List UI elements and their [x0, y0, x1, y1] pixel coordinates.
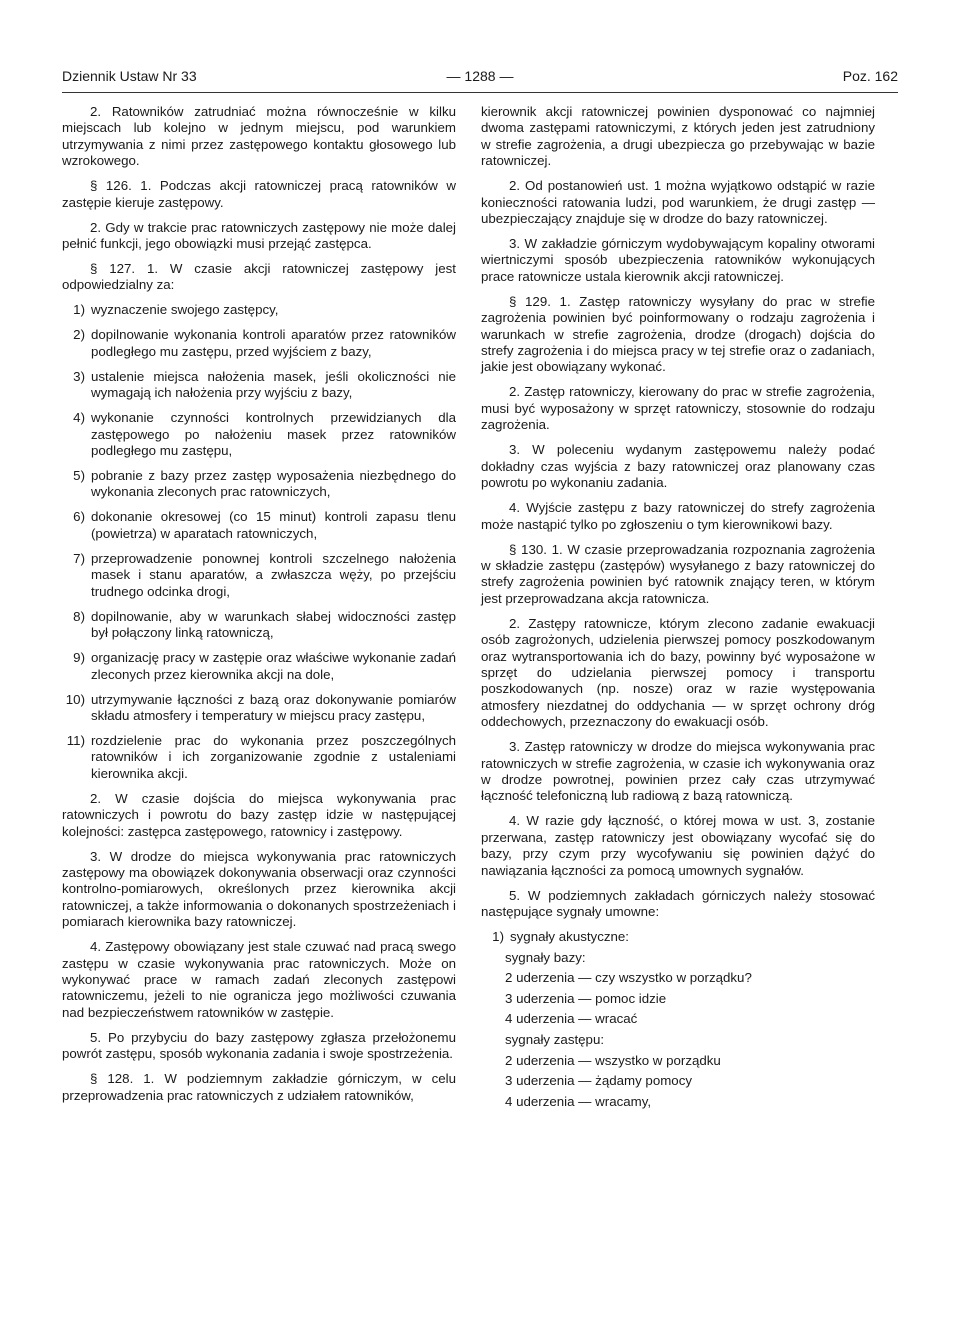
signals-block: [481, 950, 875, 1111]
list-number: 8): [73, 608, 85, 624]
list-text: wyznaczenie swojego zastępcy,: [91, 302, 279, 318]
list-text: wykonanie czynności kontrolnych przewidzianych dla zastępowego po nałożeniu masek przez ratowników podległego mu zastępu,: [91, 410, 456, 459]
list-number: 9): [73, 650, 85, 666]
list-text: organizację pracy w zastępie oraz właściwe wykonanie zadań zleconych przez kierownika akcji na dole,: [91, 650, 456, 682]
list-text: dopilnowanie wykonania kontroli aparatów przez ratowników podległego mu zastępu, przed wyjściem z bazy,: [91, 327, 456, 359]
paragraph: 3. Zastęp ratowniczy w drodze do miejsca wykonywania prac ratowniczych w strefie zagrożenia, w czasie ich wykonywania oraz w drodze powrotnej, powinien przez cały czas utrzymywać łączność telefoniczną lub radiową z bazą ratowniczą.: [481, 739, 875, 804]
list-text: ustalenie miejsca nałożenia masek, jeśli okoliczności nie wymagają ich nałożenia przy wyjściu z bazy,: [91, 368, 456, 401]
paragraph: 3. W poleceniu wydanym zastępowemu należy podać dokładny czas wyjścia z bazy ratowniczej oraz planowany czas powrotu po wykonaniu zadania.: [481, 442, 875, 491]
list-item: [62, 369, 456, 402]
signals-title: sygnały akustyczne:: [510, 929, 629, 944]
list-item: [62, 692, 456, 725]
base-signals-label: sygnały bazy:: [505, 949, 586, 965]
list-item: [62, 410, 456, 459]
paragraph: 4. Wyjście zastępu z bazy ratowniczej do strefy zagrożenia może nastąpić tylko po zgłoszeniu o tym kierownikowi bazy.: [481, 500, 875, 532]
paragraph: kierownik akcji ratowniczej powinien dysponować co najmniej dwoma zastępami ratowniczymi, z których jeden jest zatrudniony w strefie zagrożenia, a drugi ubezpiecza go przebywając w bazie ratowniczej.: [481, 104, 875, 169]
page-header: [62, 66, 898, 86]
paragraph: § 128. 1. W podziemnym zakładzie górniczym, w celu przeprowadzenia prac ratowniczych z udziałem ratowników,: [62, 1071, 456, 1103]
list-text: pobranie z bazy przez zastęp wyposażenia niezbędnego do wykonania zleconych prac ratowniczych,: [91, 468, 456, 500]
signal-line: 3 uderzenia — żądamy pomocy: [505, 1073, 692, 1089]
paragraph: 5. W podziemnych zakładach górniczych należy stosować następujące sygnały umowne:: [481, 887, 875, 919]
list-number: 7): [73, 550, 85, 566]
paragraph: § 130. 1. W czasie przeprowadzania rozpoznania zagrożenia w składzie zastępu (zastępów) wysyłanego z bazy ratowniczej do strefy zagrożenia powinien być ratownik znający teren, w którym jest przeprowadzana akcja ratownicza.: [481, 541, 875, 606]
paragraph: § 126. 1. Podczas akcji ratowniczej pracą ratowników w zastępie kieruje zastępowy.: [62, 178, 456, 210]
paragraph: 2. Ratowników zatrudniać można równocześnie w kilku miejscach lub kolejno w jednym miejscu, pod warunkiem utrzymywania z nimi przez zastępowego kontaktu głosowego lub wzrokowego.: [62, 104, 456, 169]
paragraph: § 129. 1. Zastęp ratowniczy wysyłany do prac w strefie zagrożenia powinien być poinformowany o rodzaju zagrożenia i warunkach w strefie zagrożenia, drodze (drogach) dojścia do strefy zagrożenia i do miejsca pracy w tej strefie oraz o zadaniach, jakie jest obowiązany wykonać.: [481, 293, 875, 375]
team-signals-label: sygnały zastępu:: [505, 1031, 605, 1047]
left-column: [62, 104, 456, 1113]
list-item: [62, 609, 456, 642]
list-item: [62, 468, 456, 501]
list-text: rozdzielenie prac do wykonania przez poszczególnych ratowników i ich zorganizowanie zgodnie z ustaleniami kierownika akcji.: [91, 732, 456, 781]
list-number: 5): [73, 468, 85, 484]
paragraph: 2. Gdy w trakcie prac ratowniczych zastępowy nie może dalej pełnić funkcji, jego obowiązki musi przejąć zastępca.: [62, 219, 456, 252]
paragraph: 2. Od postanowień ust. 1 można wyjątkowo odstąpić w razie konieczności ratowania ludzi, pod warunkiem, że drugi zastęp — ubezpieczający znajduje się w drodze do bazy ratowniczej.: [481, 178, 875, 227]
paragraph: 5. Po przybyciu do bazy zastępowy zgłasza przełożonemu powrót zastępu, sposób wykonania zadania i swoje spostrzeżenia.: [62, 1029, 456, 1062]
list-text: utrzymywanie łączności z bazą oraz dokonywanie pomiarów składu atmosfery i temperatury w miejscu pracy zastępu,: [91, 691, 456, 723]
list-number: 11): [66, 732, 85, 748]
signal-line: 3 uderzenia — pomoc idzie: [505, 990, 667, 1006]
list-item: [62, 509, 456, 542]
header-rule: [62, 92, 898, 93]
list-number: 2): [73, 327, 85, 343]
journal-title: Dziennik Ustaw Nr 33: [62, 68, 197, 84]
list-text: dokonanie okresowej (co 15 minut) kontroli zapasu tlenu (powietrza) w aparatach ratowniczych,: [91, 509, 456, 541]
paragraph: 2. Zastępy ratownicze, którym zlecono zadanie ewakuacji osób zagrożonych, udzielenia pierwszej pomocy poszkodowanym oraz wytransportowania ich do bazy, powinny być wyposażone w sprzęt do udzielania pierwszej pomocy i transportu poszkodowanych (np. nosze) oraz w razie występowania atmosfery niezdatnej do oddychania — w sprzęt ochrony dróg oddechowych, przeznaczony do ewakuacji osób.: [481, 615, 875, 730]
paragraph: 3. W drodze do miejsca wykonywania prac ratowniczych zastępowy ma obowiązek dokonywania obserwacji oraz czynności kontrolno-pomiarowych, określonych przez kierownika akcji ratowniczej, a także informowania o dokonanych spostrzeżeniach i pomiarach kierownika bazy ratowniczej.: [62, 848, 456, 930]
list-item: [62, 551, 456, 600]
signals-list-item: [481, 929, 875, 945]
list-item: [62, 302, 456, 318]
list-number: 4): [73, 410, 85, 426]
signal-line: 2 uderzenia — czy wszystko w porządku?: [505, 970, 752, 986]
list-number: 10): [65, 691, 85, 707]
list-number: 6): [73, 509, 85, 525]
paragraph: § 127. 1. W czasie akcji ratowniczej zastępowy jest odpowiedzialny za:: [62, 261, 456, 293]
list-number: 1): [73, 302, 85, 318]
list-item: [62, 650, 456, 683]
list-number: 1): [492, 929, 504, 944]
paragraph: 3. W zakładzie górniczym wydobywającym kopaliny otworami wiertniczymi sposób ubezpieczenia ratowników wykonujących prace ratownicze ustala kierownik akcji ratowniczej.: [481, 236, 875, 284]
paragraph: 4. Zastępowy obowiązany jest stale czuwać nad pracą swego zastępu w czasie wykonywania prac ratowniczych. Może on wykonywać prace w ramach zadań zleconych zastępowi ratowniczemu, jeżeli to nie ogranicza jego możliwości czuwania nad bezpieczeństwem ratowników w zastępie.: [62, 939, 456, 1020]
right-column: [481, 104, 875, 1114]
signal-line: 2 uderzenia — wszystko w porządku: [505, 1052, 721, 1068]
signal-line: 4 uderzenia — wracamy,: [505, 1093, 652, 1109]
paragraph: 2. W czasie dojścia do miejsca wykonywania prac ratowniczych i powrotu do bazy zastęp idzie w następującej kolejności: zastępca zastępowego, ratownicy i zastępowy.: [62, 790, 456, 839]
list-item: [62, 327, 456, 360]
list-number: 3): [73, 368, 85, 384]
page-number: — 1288 —: [446, 68, 514, 84]
list-item: [62, 733, 456, 782]
paragraph: 2. Zastęp ratowniczy, kierowany do prac w strefie zagrożenia, musi być wyposażony w sprzęt ratowniczy, stosownie do rodzaju zagrożenia.: [481, 384, 875, 433]
signal-line: 4 uderzenia — wracać: [505, 1011, 638, 1027]
position-number: Poz. 162: [842, 68, 898, 84]
list-text: dopilnowanie, aby w warunkach słabej widoczności zastęp był połączony linką ratowniczą,: [91, 608, 456, 641]
paragraph: 4. W razie gdy łączność, o której mowa w ust. 3, zostanie przerwana, zastęp ratowniczy jest obowiązany wycofać się do bazy, przy czym przy wycofywaniu się powinien dążyć do nawiązania łączności za pomocą umownych sygnałów.: [481, 813, 875, 878]
list-text: przeprowadzenie ponownej kontroli szczelnego nałożenia masek i stanu aparatów, a zwłaszcza węży, po przejściu trudnego odcinka drogi,: [91, 550, 456, 599]
